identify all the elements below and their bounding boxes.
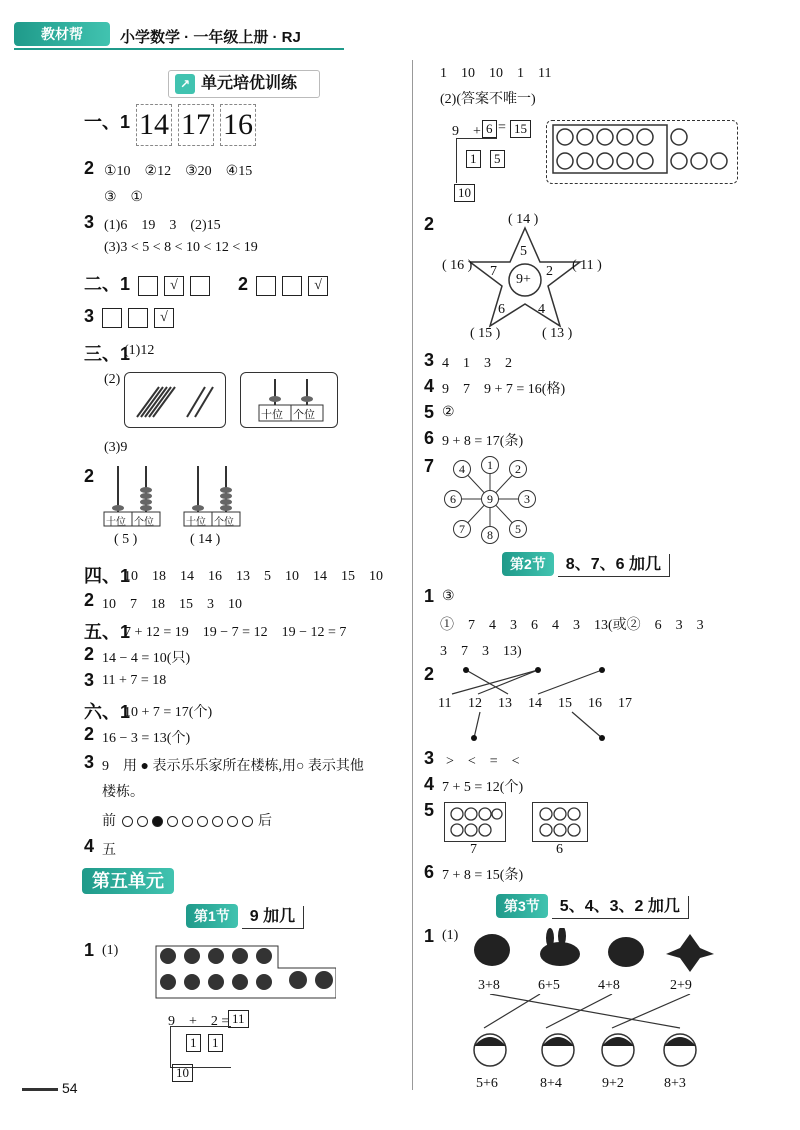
ones-label: 个位 — [214, 517, 234, 528]
building-circle — [197, 816, 208, 827]
star-n16: ( 16 ) — [442, 258, 473, 273]
s2q6-text: 7 + 8 = 15(条) — [442, 868, 524, 883]
match-number: 14 — [528, 696, 542, 711]
sec3-title: 5、4、3、2 加几 — [552, 896, 689, 919]
checkbox — [138, 276, 158, 296]
checkbox: √ — [164, 276, 184, 296]
p6-3-line1: 9 用 ● 表示乐乐家所在楼栋,用○ 表示其他 — [102, 759, 364, 774]
answer-box-1b: 1 — [208, 1034, 223, 1052]
handwriting-cell: 14 — [136, 104, 172, 146]
tens-label: 十位 — [261, 409, 283, 421]
header-title: 小学数学 · 一年级上册 · RJ — [120, 29, 301, 46]
q2-line1: ①10 ②12 ③20 ④15 — [104, 164, 253, 179]
flower-node: 6 — [444, 490, 462, 508]
flower-node: 4 — [453, 460, 471, 478]
star-center: 9+ — [516, 272, 531, 287]
bundle-picture — [124, 372, 226, 428]
star-n14: ( 14 ) — [508, 212, 539, 227]
star-c5: 5 — [520, 244, 527, 259]
s1q1-sub: (1) — [102, 943, 119, 958]
s2q1-line2: ① 7 4 3 6 4 3 13(或② 6 3 3 — [440, 618, 704, 633]
tens-label: 十位 — [106, 517, 126, 528]
p6-3-line2: 楼栋。 — [102, 785, 144, 800]
r-q7-label: 7 — [424, 456, 435, 476]
flower-node: 1 — [481, 456, 499, 474]
r-q6-label: 6 — [424, 428, 435, 448]
p2-3-label: 3 — [84, 306, 95, 326]
abacus-picture-1 — [240, 372, 338, 428]
s2q1-label: 1 — [424, 586, 435, 606]
building-circle — [122, 816, 133, 827]
flower-node: 5 — [509, 520, 527, 538]
r-q4-text: 9 7 9 + 7 = 16(格) — [442, 382, 566, 397]
building-row — [102, 810, 272, 830]
animal-expr: 6+5 — [538, 978, 560, 993]
dot-card-b-label: 6 — [556, 842, 563, 857]
child-expr: 5+6 — [476, 1076, 498, 1091]
r-top-line1: 1 10 10 1 11 — [440, 66, 552, 81]
checkbox — [102, 308, 122, 328]
q1-handwriting — [136, 104, 256, 146]
animal-expr: 4+8 — [598, 978, 620, 993]
r-q5-text: ② — [442, 405, 455, 420]
box-1: 1 — [466, 150, 481, 168]
star-n15: ( 15 ) — [470, 326, 501, 341]
dot-card-a-label: 7 — [470, 842, 477, 857]
p4-1-label: 四、1 — [84, 566, 131, 586]
q3-line1: (1)6 19 3 (2)15 — [104, 218, 221, 233]
unit-banner: 第五单元 — [82, 868, 174, 894]
building-circle — [167, 816, 178, 827]
equals-sign: = — [498, 120, 506, 135]
r-q3-text: 4 1 3 2 — [442, 356, 512, 371]
q2-label: 2 — [84, 158, 95, 178]
p6-3-label: 3 — [84, 752, 95, 772]
p5-3-text: 11 + 7 = 18 — [102, 673, 167, 688]
animal-expr: 3+8 — [478, 978, 500, 993]
p2-1-label: 二、1 — [84, 274, 131, 294]
answer-box-10: 10 — [172, 1064, 193, 1082]
dot-card-b — [532, 802, 588, 842]
sec1-title: 9 加几 — [242, 906, 304, 929]
opera-masks-picture — [154, 944, 336, 1000]
ones-label: 个位 — [134, 517, 154, 528]
sec2-title: 8、7、6 加几 — [558, 554, 670, 577]
building-circle — [137, 816, 148, 827]
building-circle — [182, 816, 193, 827]
s2q1-line1: ③ — [442, 589, 455, 604]
r-q5-label: 5 — [424, 402, 435, 422]
building-circle-filled — [152, 816, 163, 827]
building-circle — [212, 816, 223, 827]
flower-diagram — [440, 454, 540, 544]
header-badge: 教材帮 — [14, 22, 110, 46]
matching-numbers — [438, 696, 648, 712]
p5-1-label: 五、1 — [84, 622, 131, 642]
box-5: 5 — [490, 150, 505, 168]
child-expr: 8+4 — [540, 1076, 562, 1091]
flower-node: 2 — [509, 460, 527, 478]
child-expr: 8+3 — [664, 1076, 686, 1091]
s1q1-label: 1 — [84, 940, 95, 960]
checkbox — [128, 308, 148, 328]
header-rule — [14, 48, 344, 50]
flower-node: 7 — [453, 520, 471, 538]
animal-expr: 2+9 — [670, 978, 692, 993]
s2q1-line3: 3 7 3 13) — [440, 644, 522, 659]
box-15: 15 — [510, 120, 531, 138]
abacus-picture-2 — [102, 462, 162, 530]
flower-node: 3 — [518, 490, 536, 508]
children-labels — [476, 1076, 704, 1092]
checkbox: √ — [308, 276, 328, 296]
abacus-answer-a: ( 5 ) — [114, 532, 138, 547]
page-marker — [22, 1088, 58, 1091]
p4-1-text: 10 18 14 16 13 5 10 14 15 10 — [124, 569, 383, 584]
part2-row1 — [84, 270, 334, 296]
s2q3-label: 3 — [424, 748, 435, 768]
handwriting-cell: 17 — [178, 104, 214, 146]
sec2-heading — [502, 552, 670, 576]
answer-box-1a: 1 — [186, 1034, 201, 1052]
p6-1-label: 六、1 — [84, 702, 131, 722]
r-top-eq: 9 + — [452, 124, 481, 139]
p6-4-label: 4 — [84, 836, 95, 856]
mask-icon — [154, 944, 336, 1000]
p5-1-text: 7 + 12 = 19 19 − 7 = 12 19 − 12 = 7 — [124, 625, 347, 640]
p3-sub3: (3)9 — [104, 440, 128, 455]
handwriting-cell: 16 — [220, 104, 256, 146]
star-c6: 6 — [498, 302, 505, 317]
star-diagram — [440, 210, 610, 346]
flower-node: 9 — [481, 490, 499, 508]
sec1-tag: 第1节 — [186, 904, 238, 928]
p3-1-text: (1)12 — [124, 343, 155, 358]
dots-icon — [547, 121, 737, 183]
s2q2-label: 2 — [424, 664, 435, 684]
column-divider — [412, 60, 413, 1090]
animal-row — [470, 928, 720, 976]
q3-line2: (3)3 < 5 < 8 < 10 < 12 < 19 — [104, 240, 258, 255]
ones-label: 个位 — [293, 409, 315, 421]
matching-diagram — [438, 660, 658, 744]
s3q1-sub: (1) — [442, 928, 459, 943]
q2-line2: ③ ① — [104, 190, 144, 205]
star-c7: 7 — [490, 264, 497, 279]
checkbox: √ — [154, 308, 174, 328]
box-10: 10 — [454, 184, 475, 202]
box-6: 6 — [482, 120, 497, 138]
r-q2-label: 2 — [424, 214, 435, 234]
tens-label: 十位 — [186, 517, 206, 528]
q3-label: 3 — [84, 212, 95, 232]
s2q5-label: 5 — [424, 800, 435, 820]
s2q6-label: 6 — [424, 862, 435, 882]
r-top-line2: (2)(答案不唯一) — [440, 92, 536, 107]
sec3-tag: 第3节 — [496, 894, 548, 918]
p2-2-label: 2 — [238, 274, 249, 294]
p6-1-text: 10 + 7 = 17(个) — [124, 705, 213, 720]
p3-2-label: 2 — [84, 466, 95, 486]
r-q6-text: 9 + 8 = 17(条) — [442, 434, 524, 449]
stick-bundle-icon — [125, 373, 225, 427]
sec1-heading — [186, 904, 304, 928]
q1-label: 一、1 — [84, 112, 131, 132]
p6-4-text: 五 — [102, 843, 116, 858]
dot-card-a — [444, 802, 506, 842]
abacus-icon — [241, 373, 337, 427]
p5-3-label: 3 — [84, 670, 95, 690]
p6-2-text: 16 − 3 = 13(个) — [102, 731, 191, 746]
flower-node: 8 — [481, 526, 499, 544]
child-expr: 9+2 — [602, 1076, 624, 1091]
p3-sub2: (2) — [104, 372, 121, 387]
checkbox — [282, 276, 302, 296]
animal-icons — [470, 928, 720, 976]
star-c4: 4 — [538, 302, 545, 317]
match-number: 16 — [588, 696, 602, 711]
animal-labels — [478, 978, 710, 994]
s2q4-label: 4 — [424, 774, 435, 794]
p4-2-label: 2 — [84, 590, 95, 610]
dots-icon — [533, 803, 587, 841]
abacus-picture-3 — [182, 462, 242, 530]
match-number: 15 — [558, 696, 572, 711]
abacus-answer-b: ( 14 ) — [190, 532, 221, 547]
match-number: 12 — [468, 696, 482, 711]
building-circle — [242, 816, 253, 827]
p3-1-label: 三、1 — [84, 344, 131, 364]
match-number: 17 — [618, 696, 632, 711]
sec3-heading — [496, 894, 689, 918]
s2q4-text: 7 + 5 = 12(个) — [442, 780, 524, 795]
p5-2-text: 14 − 4 = 10(只) — [102, 651, 191, 666]
star-c2: 2 — [546, 264, 553, 279]
star-n13: ( 13 ) — [542, 326, 573, 341]
section-title: ↗ 单元培优训练 — [168, 70, 320, 98]
p6-2-label: 2 — [84, 724, 95, 744]
part2-row2 — [84, 306, 180, 328]
dots-icon — [445, 803, 505, 841]
s1q1-eq: 9 + 2 = — [168, 1014, 230, 1029]
s3q1-label: 1 — [424, 926, 435, 946]
page-number: 54 — [22, 1080, 78, 1096]
p5-2-label: 2 — [84, 644, 95, 664]
star-n11: ( 11 ) — [572, 258, 602, 273]
s2q3-text: > < = < — [446, 754, 520, 769]
children-row — [470, 1028, 720, 1074]
sec2-tag: 第2节 — [502, 552, 554, 576]
r-q3-label: 3 — [424, 350, 435, 370]
checkbox — [190, 276, 210, 296]
p4-2-text: 10 7 18 15 3 10 — [102, 597, 242, 612]
back-label: 后 — [258, 814, 272, 829]
answer-box-11: 11 — [228, 1010, 249, 1028]
r-q4-label: 4 — [424, 376, 435, 396]
front-label: 前 — [102, 814, 116, 829]
chart-icon: ↗ — [175, 74, 195, 94]
building-circle — [227, 816, 238, 827]
dots-picture — [546, 120, 738, 184]
match-number: 11 — [438, 696, 452, 711]
checkbox — [256, 276, 276, 296]
match-number: 13 — [498, 696, 512, 711]
child-face-icons — [470, 1028, 720, 1074]
